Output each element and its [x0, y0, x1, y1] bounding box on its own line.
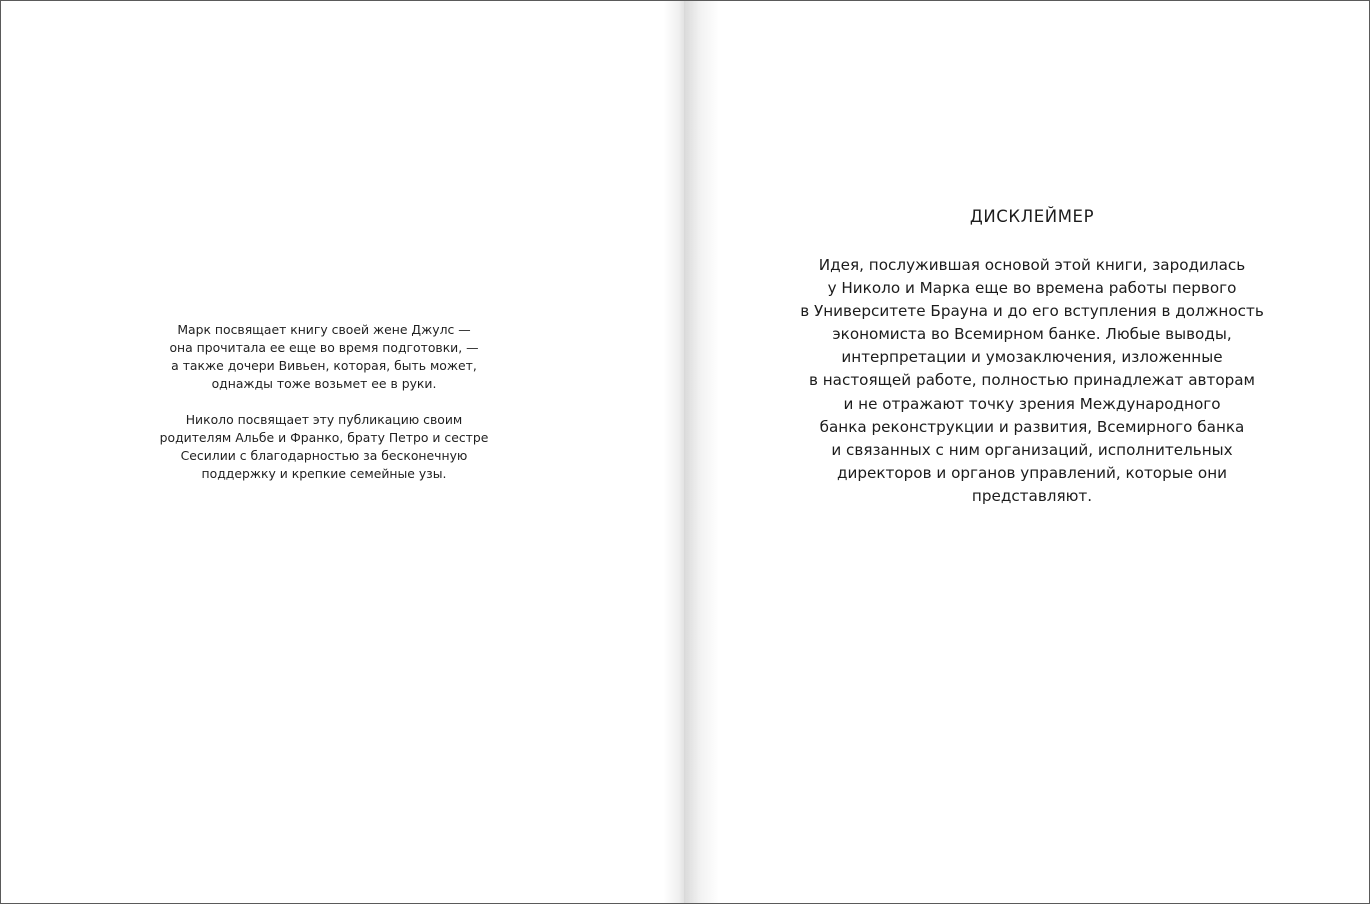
dedication-paragraph-mark	[1, 321, 647, 393]
disclaimer-line: Идея, послужившая основой этой книги, зародилась	[818, 256, 1246, 274]
left-page	[1, 1, 685, 903]
dedication-paragraph-nicolo	[1, 411, 647, 483]
dedication-block	[1, 321, 647, 501]
disclaimer-line: у Николо и Марка еще во времена работы первого	[827, 279, 1237, 298]
dedication-line: однажды тоже возьмет ее в руки.	[211, 376, 437, 391]
disclaimer-line: в настоящей работе, полностью принадлежат авторам	[808, 371, 1256, 390]
right-page	[685, 1, 1369, 903]
dedication-line: родителям Альбе и Франко, брату Петро и сестре	[159, 430, 489, 445]
left-gutter-shadow	[663, 1, 685, 903]
disclaimer-line: и связанных с ним организаций, исполнительных	[831, 440, 1233, 459]
disclaimer-line: директоров и органов управлений, которые они	[837, 463, 1227, 482]
dedication-line: она прочитала ее еще во время подготовки, —	[169, 340, 479, 355]
disclaimer-block	[685, 205, 1369, 508]
dedication-line: Сесилии с благодарностью за бесконечную	[180, 448, 468, 463]
disclaimer-line: банка реконструкции и развития, Всемирного банка	[819, 417, 1245, 436]
disclaimer-line: представляют.	[971, 486, 1093, 505]
dedication-line: Николо посвящает эту публикацию своим	[185, 412, 463, 427]
dedication-line: а также дочери Вивьен, которая, быть может,	[171, 358, 477, 373]
disclaimer-body	[685, 254, 1369, 508]
dedication-line: поддержку и крепкие семейные узы.	[201, 466, 447, 481]
disclaimer-line: экономиста во Всемирном банке. Любые выводы,	[832, 325, 1232, 344]
disclaimer-line: интерпретации и умозаключения, изложенные	[841, 348, 1223, 367]
dedication-line: Марк посвящает книгу своей жене Джулс —	[177, 322, 471, 337]
disclaimer-line: в Университете Брауна и до его вступления в должность	[800, 302, 1264, 321]
disclaimer-title: ДИСКЛЕЙМЕР	[969, 207, 1095, 226]
disclaimer-line: и не отражают точку зрения Международного	[843, 394, 1221, 413]
